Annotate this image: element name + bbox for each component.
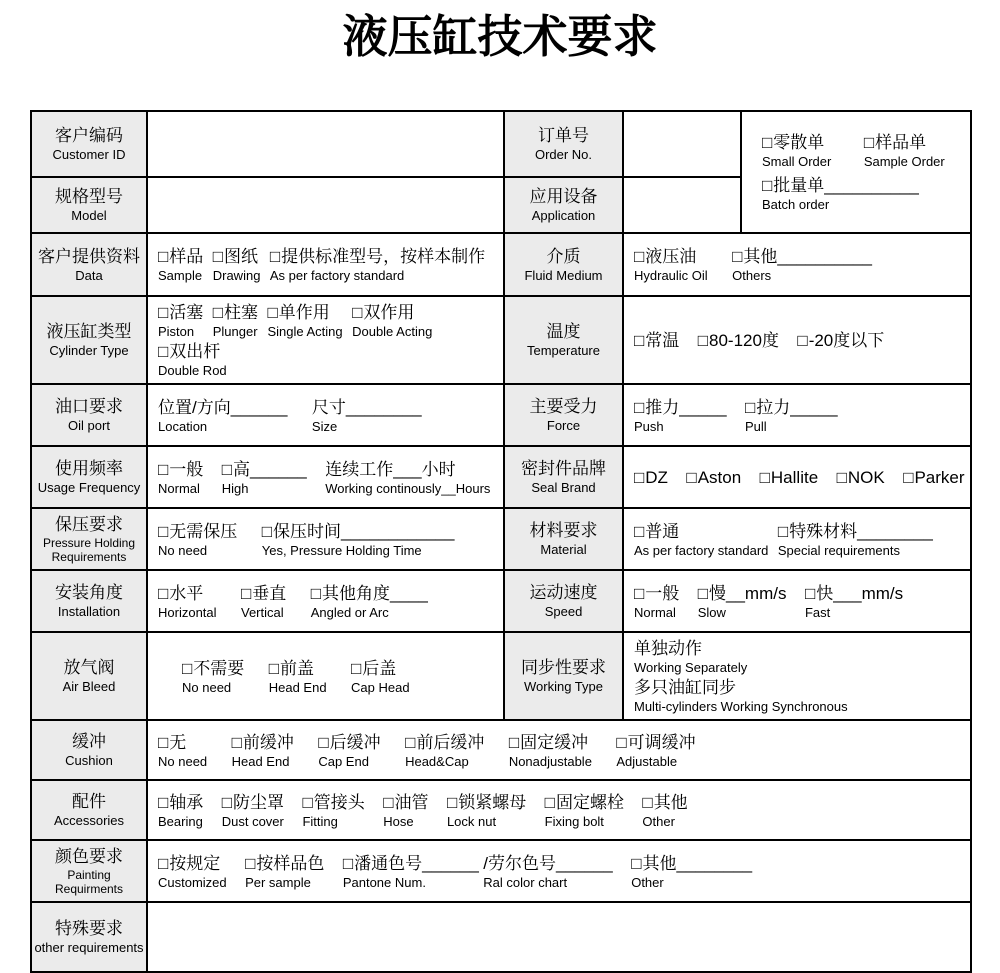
- option-double-acting[interactable]: □双作用 Double Acting: [352, 303, 433, 339]
- option-vertical[interactable]: □垂直 Vertical: [240, 583, 287, 620]
- pressure-options: [147, 508, 504, 570]
- checkbox-icon: □: [352, 303, 363, 322]
- checkbox-icon: □: [245, 853, 256, 873]
- checkbox-icon: □: [634, 397, 645, 417]
- option-no-pressure-holding[interactable]: □无需保压 No need: [158, 521, 238, 558]
- row-label-special-requirements: 特殊要求 other requirements: [31, 902, 147, 972]
- option-paint-pantone[interactable]: □潘通色号______ Pantone Num.: [342, 853, 479, 890]
- row-label-installation: 安装角度 Installation: [31, 570, 147, 632]
- checkbox-icon: □: [634, 247, 645, 266]
- checkbox-icon: □: [240, 583, 252, 603]
- checkbox-icon: □: [158, 247, 169, 266]
- checkbox-icon: □: [158, 521, 169, 541]
- checkbox-icon: □: [759, 467, 770, 487]
- checkbox-icon: □: [158, 583, 169, 603]
- requirements-form-table: [30, 110, 972, 973]
- frequency-options: [147, 446, 504, 508]
- option-temp-normal[interactable]: □常温: [634, 330, 680, 350]
- data-options: [147, 233, 504, 296]
- checkbox-icon: □: [762, 133, 773, 152]
- row-label-force: 主要受力 Force: [504, 384, 623, 446]
- row-label-temperature: 温度 Temperature: [504, 296, 623, 384]
- checkbox-icon: □: [762, 176, 773, 195]
- field-oil-port-size: 尺寸________ Size: [311, 397, 422, 434]
- option-drawing[interactable]: □图纸 Drawing: [212, 247, 261, 283]
- row-label-pressure-holding: 保压要求 Pressure Holding Requirements: [31, 508, 147, 570]
- oil-port-options: [147, 384, 504, 446]
- checkbox-icon: □: [221, 459, 233, 479]
- checkbox-icon: □: [318, 732, 329, 752]
- option-cushion-head-cap[interactable]: □前后缓冲 Head&Cap: [405, 732, 485, 769]
- row-pressure-material: [31, 508, 971, 570]
- row-label-working-type: 同步性要求 Working Type: [504, 632, 623, 720]
- checkbox-icon: □: [544, 792, 555, 812]
- order-type-box: [741, 111, 971, 233]
- working-type-options: [623, 632, 971, 720]
- option-hose[interactable]: □油管 Hose: [383, 792, 429, 829]
- checkbox-icon: □: [836, 467, 847, 487]
- option-working-separately: 单独动作 Working Separately: [634, 639, 748, 675]
- option-seal-nok[interactable]: □NOK: [836, 467, 885, 487]
- row-label-air-bleed: 放气阀 Air Bleed: [31, 632, 147, 720]
- checkbox-icon: □: [383, 792, 394, 812]
- checkbox-icon: □: [863, 133, 875, 152]
- option-fitting[interactable]: □管接头 Fitting: [302, 792, 365, 829]
- row-label-accessories: 配件 Accessories: [31, 780, 147, 840]
- option-plunger[interactable]: □柱塞 Plunger: [212, 303, 259, 339]
- row-label-speed: 运动速度 Speed: [504, 570, 623, 632]
- option-pressure-holding-time[interactable]: □保压时间____________ Yes, Pressure Holding Time: [261, 521, 455, 558]
- checkbox-icon: □: [261, 521, 273, 541]
- option-sample-order[interactable]: □样品单 Sample Order: [863, 133, 945, 169]
- order-type-row-1: [762, 131, 966, 170]
- option-cushion-cap-end[interactable]: □后缓冲 Cap End: [318, 732, 381, 769]
- option-seal-dz[interactable]: □DZ: [634, 467, 668, 487]
- accessories-options: [147, 780, 971, 840]
- row-label-oil-port: 油口要求 Oil port: [31, 384, 147, 446]
- checkbox-icon: □: [158, 303, 169, 322]
- checkbox-icon: □: [642, 792, 653, 812]
- row-label-application: 应用设备 Application: [504, 177, 623, 233]
- option-paint-other[interactable]: □其他________ Other: [631, 853, 753, 890]
- checkbox-icon: □: [158, 459, 169, 479]
- option-seal-aston[interactable]: □Aston: [686, 467, 742, 487]
- row-label-fluid-medium: 介质 Fluid Medium: [504, 233, 623, 296]
- checkbox-icon: □: [616, 732, 627, 752]
- speed-options: [623, 570, 971, 632]
- option-airbleed-cap-head[interactable]: □后盖 Cap Head: [351, 658, 410, 695]
- checkbox-icon: □: [302, 792, 313, 812]
- special-requirements-value-field[interactable]: [147, 902, 971, 972]
- option-factory-standard[interactable]: □提供标准型号，按样本制作 As per factory standard: [269, 247, 486, 283]
- checkbox-icon: □: [804, 583, 816, 603]
- checkbox-icon: □: [508, 732, 520, 752]
- material-options: [623, 508, 971, 570]
- option-seal-hallite[interactable]: □Hallite: [759, 467, 819, 487]
- checkbox-icon: □: [221, 792, 233, 812]
- checkbox-icon: □: [158, 792, 169, 812]
- installation-options: [147, 570, 504, 632]
- option-airbleed-no-need[interactable]: □不需要 No need: [182, 658, 245, 695]
- checkbox-icon: □: [745, 397, 756, 417]
- option-freq-high[interactable]: □高______ High: [221, 459, 307, 496]
- order-no-value-field[interactable]: [623, 111, 741, 177]
- checkbox-icon: □: [405, 732, 416, 752]
- option-fluid-other[interactable]: □其他__________ Others: [732, 247, 872, 283]
- option-material-special[interactable]: □特殊材料________ Special requirements: [777, 521, 933, 558]
- option-paint-ral[interactable]: /劳尔色号______ Ral color chart: [483, 853, 613, 890]
- force-options: [623, 384, 971, 446]
- page-title: 液压缸技术要求: [342, 11, 658, 62]
- checkbox-icon: □: [342, 853, 354, 873]
- seal-brand-options: [623, 446, 971, 508]
- option-accessory-other[interactable]: □其他 Other: [642, 792, 688, 829]
- checkbox-icon: □: [212, 303, 224, 322]
- checkbox-icon: □: [631, 853, 642, 873]
- checkbox-icon: □: [446, 792, 458, 812]
- option-paint-per-sample[interactable]: □按样品色 Per sample: [245, 853, 325, 890]
- row-data-fluid: [31, 233, 971, 296]
- row-frequency-seal: [31, 446, 971, 508]
- checkbox-icon: □: [797, 330, 808, 350]
- option-speed-slow[interactable]: □慢__mm/s Slow: [697, 583, 787, 620]
- checkbox-icon: □: [903, 467, 914, 487]
- field-working-hours: 连续工作___小时 Working continously__Hours: [325, 459, 491, 496]
- option-working-synchronous: 多只油缸同步 Multi-cylinders Working Synchronous: [634, 678, 848, 714]
- option-lock-nut[interactable]: □锁紧螺母 Lock nut: [446, 792, 527, 829]
- checkbox-icon: □: [212, 247, 224, 266]
- row-label-model: 规格型号 Model: [31, 177, 147, 233]
- option-hydraulic-oil[interactable]: □液压油 Hydraulic Oil: [634, 247, 708, 283]
- option-temp-below-minus20[interactable]: □-20度以下: [797, 330, 885, 350]
- row-label-cylinder-type: 液压缸类型 Cylinder Type: [31, 296, 147, 384]
- checkbox-icon: □: [269, 247, 281, 266]
- option-double-rod[interactable]: □双出杆 Double Rod: [158, 342, 227, 378]
- checkbox-icon: □: [634, 583, 645, 603]
- application-value-field[interactable]: [623, 177, 741, 233]
- option-material-standard[interactable]: □普通 As per factory standard: [634, 521, 769, 558]
- option-fixing-bolt[interactable]: □固定螺栓 Fixing bolt: [544, 792, 624, 829]
- row-oilport-force: [31, 384, 971, 446]
- row-customer-id: [31, 111, 971, 177]
- checkbox-icon: □: [634, 330, 645, 350]
- checkbox-icon: □: [268, 658, 280, 678]
- checkbox-icon: □: [634, 467, 645, 487]
- option-paint-customized[interactable]: □按规定 Customized: [158, 853, 227, 890]
- row-special-requirements: [31, 902, 971, 972]
- option-single-acting[interactable]: □单作用 Single Acting: [267, 303, 343, 339]
- air-bleed-options: [147, 632, 504, 720]
- option-cushion-nonadjustable[interactable]: □固定缓冲 Nonadjustable: [508, 732, 592, 769]
- option-temp-80-120[interactable]: □80-120度: [697, 330, 779, 350]
- row-painting: [31, 840, 971, 902]
- checkbox-icon: □: [310, 583, 321, 603]
- option-seal-parker[interactable]: □Parker: [903, 467, 965, 487]
- temperature-options: [623, 296, 971, 384]
- order-type-row-2: [762, 174, 966, 213]
- checkbox-icon: □: [231, 732, 242, 752]
- checkbox-icon: □: [686, 467, 697, 487]
- row-label-seal-brand: 密封件品牌 Seal Brand: [504, 446, 623, 508]
- row-installation-speed: [31, 570, 971, 632]
- row-label-material: 材料要求 Material: [504, 508, 623, 570]
- row-label-customer-id: 客户编码 Customer ID: [31, 111, 147, 177]
- option-angled[interactable]: □其他角度____ Angled or Arc: [310, 583, 428, 620]
- checkbox-icon: □: [158, 853, 169, 873]
- model-value-field[interactable]: [147, 177, 504, 233]
- row-label-cushion: 缓冲 Cushion: [31, 720, 147, 780]
- row-cushion: [31, 720, 971, 780]
- option-pull[interactable]: □拉力_____ Pull: [745, 397, 838, 434]
- option-small-order[interactable]: □零散单 Small Order: [762, 133, 832, 169]
- checkbox-icon: □: [777, 521, 789, 541]
- option-bearing[interactable]: □轴承 Bearing: [158, 792, 204, 829]
- option-push[interactable]: □推力_____ Push: [634, 397, 727, 434]
- option-speed-normal[interactable]: □一般 Normal: [634, 583, 680, 620]
- option-speed-fast[interactable]: □快___mm/s Fast: [804, 583, 904, 620]
- option-horizontal[interactable]: □水平 Horizontal: [158, 583, 217, 620]
- option-batch-order[interactable]: □批量单__________ Batch order: [762, 176, 919, 212]
- cylinder-type-options: [147, 296, 504, 384]
- checkbox-icon: □: [351, 658, 362, 678]
- option-sample[interactable]: □样品 Sample: [158, 247, 204, 283]
- option-cushion-adjustable[interactable]: □可调缓冲 Adjustable: [616, 732, 696, 769]
- fluid-options: [623, 233, 971, 296]
- option-cushion-head-end[interactable]: □前缓冲 Head End: [231, 732, 294, 769]
- checkbox-icon: □: [182, 658, 193, 678]
- row-label-data: 客户提供资料 Data: [31, 233, 147, 296]
- row-accessories: [31, 780, 971, 840]
- checkbox-icon: □: [267, 303, 278, 322]
- row-label-order-no: 订单号 Order No.: [504, 111, 623, 177]
- option-freq-normal[interactable]: □一般 Normal: [158, 459, 204, 496]
- checkbox-icon: □: [732, 247, 743, 266]
- option-cushion-none[interactable]: □无 No need: [158, 732, 208, 769]
- checkbox-icon: □: [634, 521, 645, 541]
- option-airbleed-head-end[interactable]: □前盖 Head End: [268, 658, 327, 695]
- row-cylinder-temperature: [31, 296, 971, 384]
- option-piston[interactable]: □活塞 Piston: [158, 303, 204, 339]
- checkbox-icon: □: [158, 732, 169, 752]
- customer-id-value-field[interactable]: [147, 111, 504, 177]
- checkbox-icon: □: [697, 330, 709, 350]
- painting-options: [147, 840, 971, 902]
- cushion-options: [147, 720, 971, 780]
- option-dust-cover[interactable]: □防尘罩 Dust cover: [221, 792, 285, 829]
- row-airbleed-sync: [31, 632, 971, 720]
- field-oil-port-location: 位置/方向______ Location: [158, 397, 288, 434]
- row-label-painting: 颜色要求 Painting Requirments: [31, 840, 147, 902]
- checkbox-icon: □: [158, 342, 169, 361]
- checkbox-icon: □: [697, 583, 709, 603]
- row-label-usage-frequency: 使用频率 Usage Frequency: [31, 446, 147, 508]
